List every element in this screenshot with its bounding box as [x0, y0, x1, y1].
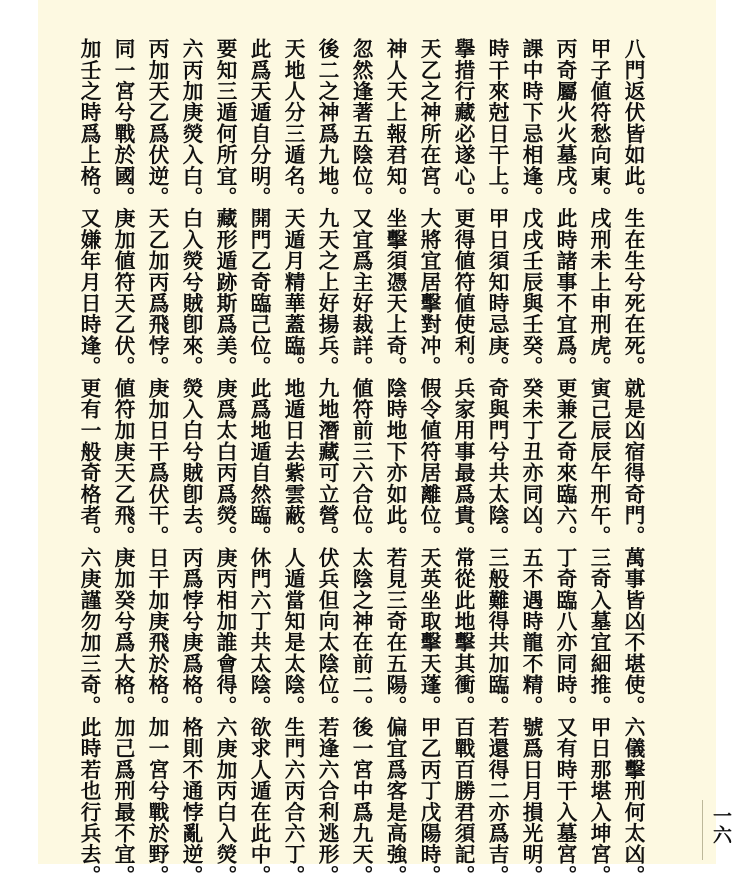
text-column: 要知三遁何所宜。藏形遁跡斯爲美。庚爲太白丙爲熒。庚丙相加誰會得。六庚加丙白入熒。 [213, 38, 237, 886]
text-column: 課中時下忌相逢。戊戌壬辰與壬癸。癸未丁丑亦同凶。五不遇時龍不精。號爲日月損光明。 [519, 38, 543, 886]
book-page [38, 0, 732, 886]
page-number: 一六 [710, 806, 732, 844]
text-column: 擧措行藏必遂心。更得値符値使利。兵家用事最爲貴。常從此地擊其衝。百戰百勝君須記。 [451, 38, 475, 886]
text-column: 八門返伏皆如此。生在生兮死在死。就是凶宿得奇門。萬事皆凶不堪使。六儀擊刑何太凶。 [621, 38, 645, 886]
text-column: 後二之神爲九地。九天之上好揚兵。九地潛藏可立營。伏兵但向太陰位。若逢六合利逃形。 [315, 38, 339, 886]
text-column: 時干來尅日干上。甲日須知時忌庚。奇與門兮共太陰。三般難得共加臨。若還得二亦爲吉。 [485, 38, 509, 886]
text-column: 加壬之時爲上格。又嫌年月日時逢。更有一般奇格者。六庚謹勿加三奇。此時若也行兵去。 [77, 38, 101, 886]
text-column: 天乙之神所在宮。大將宜居擊對冲。假令値符居離位。天英坐取擊天蓬。甲乙丙丁戊陽時。 [417, 38, 441, 886]
text-column: 同一宮兮戰於國。庚加値符天乙伏。値符加庚天乙飛。庚加癸兮爲大格。加己爲刑最不宜。 [111, 38, 135, 886]
text-column: 甲子値符愁向東。戌刑未上申刑虎。寅己辰辰午刑午。三奇入墓宜細推。甲日那堪入坤宮。 [587, 38, 611, 886]
text-column: 此爲天遁自分明。開門乙奇臨己位。此爲地遁自然臨。休門六丁共太陰。欲求人遁在此中。 [247, 38, 271, 886]
text-column: 神人天上報君知。坐擊須憑天上奇。陰時地下亦如此。若見三奇在五陽。偏宜爲客是高強。 [383, 38, 407, 886]
text-column: 忽然逢著五陰位。又宜爲主好裁詳。値符前三六合位。太陰之神在前二。後一宮中爲九天。 [349, 38, 373, 886]
text-column: 丙奇屬火火墓戌。此時諸事不宜爲。更兼乙奇來臨六。丁奇臨八亦同時。又有時干入墓宮。 [553, 38, 577, 886]
text-column: 丙加天乙爲伏逆。天乙加丙爲飛悖。庚加日干爲伏干。日干加庚飛於格。加一宮兮戰於野。 [145, 38, 169, 886]
text-column: 天地人分三遁名。天遁月精華蓋臨。地遁日去紫雲蔽。人遁當知是太陰。生門六丙合六丁。 [281, 38, 305, 886]
margin-rule [702, 800, 703, 860]
text-column: 六丙加庚熒入白。白入熒兮賊卽來。熒入白兮賊卽去。丙爲悖兮庚爲格。格則不通悖亂逆。 [179, 38, 203, 886]
